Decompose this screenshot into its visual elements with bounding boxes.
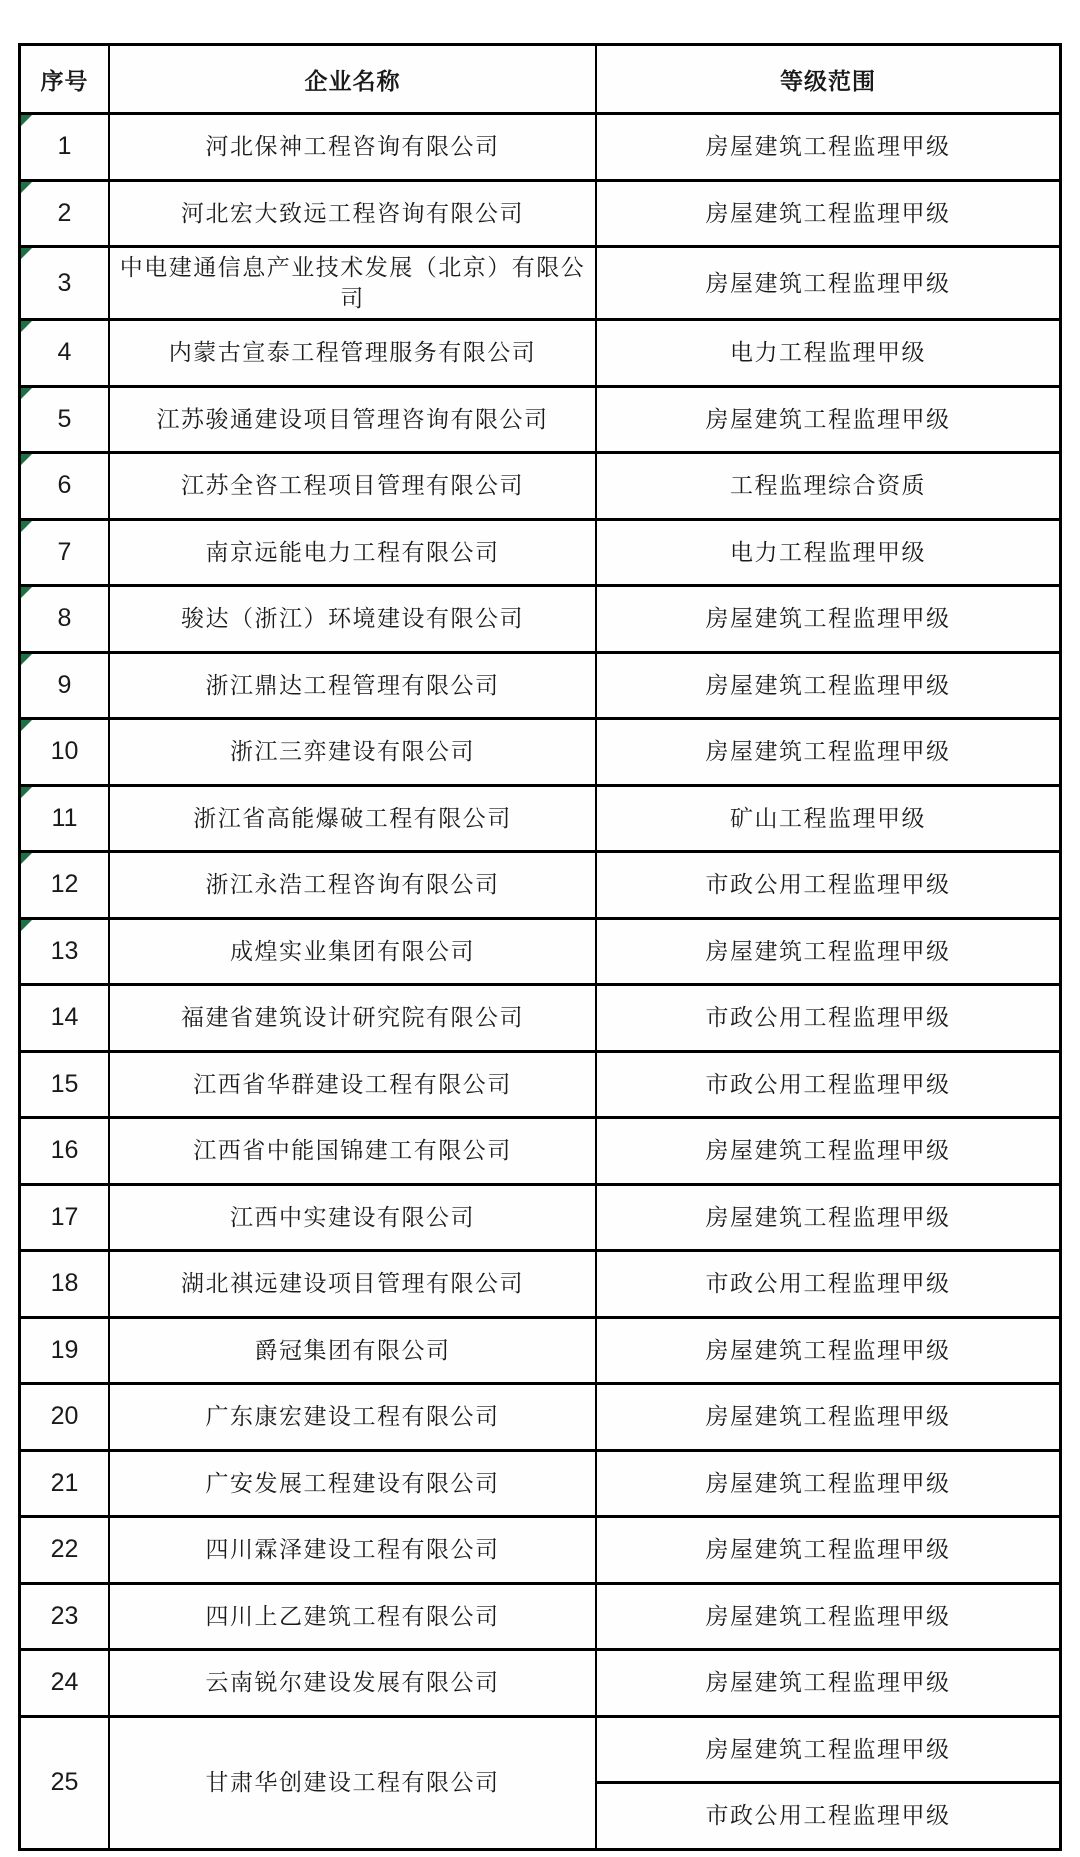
header-label-grade-range: 等级范围 (780, 67, 876, 94)
company-name: 骏达（浙江）环境建设有限公司 (181, 606, 524, 632)
row-index: 4 (57, 338, 72, 367)
company-name-cell (108, 1385, 595, 1449)
grade-range-subcell (597, 787, 1059, 851)
table-row (21, 584, 1059, 651)
row-index: 2 (57, 198, 72, 227)
row-index: 10 (50, 737, 79, 766)
index-cell (21, 454, 108, 518)
grade-range-text: 市政公用工程监理甲级 (705, 1271, 951, 1297)
company-name-cell (108, 454, 595, 518)
grade-range-subcell (597, 1781, 1059, 1848)
company-name: 浙江省高能爆破工程有限公司 (193, 805, 512, 831)
company-name-cell (108, 248, 595, 318)
header-label-company-name: 企业名称 (304, 67, 401, 94)
row-index: 11 (51, 803, 78, 832)
grade-range-subcell (597, 920, 1059, 984)
company-name-cell (108, 853, 595, 917)
company-name: 浙江三弈建设有限公司 (230, 739, 475, 765)
grade-range-subcell (597, 1119, 1059, 1183)
grade-range-subcell (597, 521, 1059, 585)
grade-range-cell (595, 321, 1059, 385)
grade-range-text: 市政公用工程监理甲级 (705, 1071, 951, 1097)
table-row (21, 1116, 1059, 1183)
company-name-cell (108, 182, 595, 246)
grade-range-text: 电力工程监理甲级 (730, 539, 926, 565)
grade-range-text: 房屋建筑工程监理甲级 (705, 1603, 951, 1629)
grade-range-cell (595, 454, 1059, 518)
grade-range-subcell (597, 115, 1059, 179)
company-name: 江西中实建设有限公司 (230, 1204, 475, 1230)
index-cell (21, 521, 108, 585)
grade-range-subcell (597, 986, 1059, 1050)
company-name: 江苏骏通建设项目管理咨询有限公司 (156, 406, 549, 432)
row-index: 12 (50, 870, 79, 899)
table-row (21, 451, 1059, 518)
grade-range-cell (595, 1186, 1059, 1250)
company-name-cell (108, 1053, 595, 1117)
row-index: 5 (57, 404, 72, 433)
grade-range-cell (595, 654, 1059, 718)
grade-range-subcell (597, 182, 1059, 246)
grade-range-text: 房屋建筑工程监理甲级 (705, 200, 951, 226)
index-cell (21, 1319, 108, 1383)
company-name-cell (108, 1452, 595, 1516)
row-index: 1 (57, 132, 72, 161)
table-row (21, 1449, 1059, 1516)
row-index: 22 (50, 1535, 79, 1564)
cell-corner-marker-icon (21, 920, 32, 931)
company-name-cell (108, 1651, 595, 1715)
cell-corner-marker-icon (21, 654, 32, 665)
grade-range-cell (595, 521, 1059, 585)
row-index: 25 (50, 1768, 79, 1797)
table-row (21, 1382, 1059, 1449)
cell-corner-marker-icon (21, 521, 32, 532)
index-cell (21, 248, 108, 318)
grade-range-subcell (597, 1319, 1059, 1383)
row-index: 13 (50, 936, 79, 965)
grade-range-subcell (597, 1651, 1059, 1715)
company-name: 成煌实业集团有限公司 (230, 938, 475, 964)
grade-range-text: 房屋建筑工程监理甲级 (705, 739, 951, 765)
grade-range-text: 房屋建筑工程监理甲级 (705, 606, 951, 632)
index-cell (21, 182, 108, 246)
company-name-cell (108, 986, 595, 1050)
cell-corner-marker-icon (21, 720, 32, 731)
grade-range-cell (595, 248, 1059, 318)
grade-range-cell (595, 920, 1059, 984)
index-cell (21, 1518, 108, 1582)
grade-range-subcell (597, 1452, 1059, 1516)
index-cell (21, 1651, 108, 1715)
table-row (21, 1515, 1059, 1582)
grade-range-subcell (597, 388, 1059, 452)
grade-range-subcell (597, 1186, 1059, 1250)
grade-range-cell (595, 1319, 1059, 1383)
grade-range-text: 房屋建筑工程监理甲级 (705, 1138, 951, 1164)
grade-range-text: 电力工程监理甲级 (730, 340, 926, 366)
grade-range-text: 房屋建筑工程监理甲级 (705, 1204, 951, 1230)
company-name: 浙江鼎达工程管理有限公司 (205, 672, 500, 698)
company-name-cell (108, 1252, 595, 1316)
table-row (21, 717, 1059, 784)
index-cell (21, 1053, 108, 1117)
grade-range-cell (595, 388, 1059, 452)
grade-range-cell (595, 1651, 1059, 1715)
table-row (21, 1183, 1059, 1250)
grade-range-subcell (597, 1585, 1059, 1649)
company-name: 甘肃华创建设工程有限公司 (205, 1770, 500, 1796)
header-label-index: 序号 (40, 67, 89, 94)
row-index: 6 (57, 471, 72, 500)
grade-range-text: 房屋建筑工程监理甲级 (705, 672, 951, 698)
index-cell (21, 920, 108, 984)
index-cell (21, 1252, 108, 1316)
table-row (21, 518, 1059, 585)
row-index: 24 (50, 1668, 79, 1697)
grade-range-cell (595, 1452, 1059, 1516)
company-name: 江西省中能国锦建工有限公司 (193, 1138, 512, 1164)
company-name: 南京远能电力工程有限公司 (205, 539, 500, 565)
company-name-cell (108, 720, 595, 784)
row-index: 8 (57, 604, 72, 633)
table-row (21, 112, 1059, 179)
grade-range-subcell (597, 1053, 1059, 1117)
grade-range-text: 房屋建筑工程监理甲级 (705, 1670, 951, 1696)
cell-corner-marker-icon (21, 853, 32, 864)
grade-range-cell (595, 1053, 1059, 1117)
company-name: 四川上乙建筑工程有限公司 (205, 1603, 500, 1629)
cell-corner-marker-icon (21, 388, 32, 399)
grade-range-cell (595, 1718, 1059, 1848)
company-name: 四川霖泽建设工程有限公司 (205, 1537, 500, 1563)
grade-range-cell (595, 115, 1059, 179)
company-name: 浙江永浩工程咨询有限公司 (205, 872, 500, 898)
table-row (21, 917, 1059, 984)
grade-range-text: 房屋建筑工程监理甲级 (705, 1337, 951, 1363)
company-name: 爵冠集团有限公司 (254, 1337, 451, 1363)
index-cell (21, 720, 108, 784)
table-row (21, 850, 1059, 917)
index-cell (21, 787, 108, 851)
grade-range-cell (595, 787, 1059, 851)
grade-range-subcell (597, 654, 1059, 718)
cell-corner-marker-icon (21, 587, 32, 598)
company-name-cell (108, 388, 595, 452)
grade-range-cell (595, 587, 1059, 651)
company-name: 内蒙古宣泰工程管理服务有限公司 (168, 340, 537, 366)
cell-corner-marker-icon (21, 787, 32, 798)
grade-range-cell (595, 182, 1059, 246)
grade-range-subcell (597, 1252, 1059, 1316)
index-cell (21, 654, 108, 718)
table-row (21, 784, 1059, 851)
grade-range-cell (595, 1119, 1059, 1183)
index-cell (21, 321, 108, 385)
company-name: 湖北祺远建设项目管理有限公司 (181, 1271, 524, 1297)
row-index: 16 (50, 1136, 79, 1165)
table-row (21, 1249, 1059, 1316)
company-name-cell (108, 654, 595, 718)
grade-range-subcell (597, 720, 1059, 784)
table-row (21, 318, 1059, 385)
index-cell (21, 986, 108, 1050)
grade-range-subcell (597, 853, 1059, 917)
grade-range-text: 房屋建筑工程监理甲级 (705, 1736, 951, 1762)
company-name-cell (108, 587, 595, 651)
grade-range-cell (595, 1518, 1059, 1582)
index-cell (21, 1119, 108, 1183)
qualification-table (18, 43, 1062, 1851)
table-row (21, 1050, 1059, 1117)
company-name-cell (108, 1119, 595, 1183)
header-cell-index (21, 46, 108, 112)
grade-range-subcell (597, 1718, 1059, 1782)
table-row (21, 983, 1059, 1050)
grade-range-cell (595, 720, 1059, 784)
grade-range-text: 房屋建筑工程监理甲级 (705, 1537, 951, 1563)
row-index: 14 (50, 1003, 79, 1032)
index-cell (21, 1452, 108, 1516)
row-index: 3 (57, 268, 72, 297)
company-name-cell (108, 521, 595, 585)
company-name-cell (108, 1718, 595, 1848)
index-cell (21, 1385, 108, 1449)
table-header-row (21, 46, 1059, 112)
company-name-cell (108, 115, 595, 179)
grade-range-cell (595, 1385, 1059, 1449)
row-index: 7 (57, 537, 72, 566)
index-cell (21, 1186, 108, 1250)
grade-range-cell (595, 986, 1059, 1050)
table-row (21, 385, 1059, 452)
table-row (21, 245, 1059, 318)
company-name-cell (108, 1319, 595, 1383)
row-index: 23 (50, 1601, 79, 1630)
cell-corner-marker-icon (21, 248, 32, 259)
index-cell (21, 853, 108, 917)
row-index: 17 (50, 1202, 79, 1231)
cell-corner-marker-icon (21, 454, 32, 465)
company-name: 中电建通信息产业技术发展（北京）有限公司 (119, 255, 586, 312)
grade-range-text: 房屋建筑工程监理甲级 (705, 406, 951, 432)
company-name-cell (108, 1518, 595, 1582)
grade-range-text: 房屋建筑工程监理甲级 (705, 938, 951, 964)
grade-range-subcell (597, 1518, 1059, 1582)
grade-range-cell (595, 1252, 1059, 1316)
table-row (21, 1648, 1059, 1715)
company-name: 云南锐尔建设发展有限公司 (205, 1670, 500, 1696)
row-index: 18 (50, 1269, 79, 1298)
header-cell-grade-range (595, 46, 1059, 112)
grade-range-subcell (597, 248, 1059, 318)
grade-range-text: 矿山工程监理甲级 (730, 805, 926, 831)
company-name-cell (108, 1186, 595, 1250)
row-index: 15 (50, 1069, 79, 1098)
grade-range-text: 市政公用工程监理甲级 (705, 872, 951, 898)
grade-range-subcell (597, 587, 1059, 651)
header-cell-company-name (108, 46, 595, 112)
index-cell (21, 1585, 108, 1649)
grade-range-text: 市政公用工程监理甲级 (705, 1005, 951, 1031)
company-name: 广安发展工程建设有限公司 (205, 1470, 500, 1496)
grade-range-text: 工程监理综合资质 (730, 473, 926, 499)
grade-range-subcell (597, 321, 1059, 385)
company-name: 河北保神工程咨询有限公司 (205, 134, 500, 160)
row-index: 9 (57, 670, 72, 699)
grade-range-text: 房屋建筑工程监理甲级 (705, 270, 951, 296)
grade-range-cell (595, 853, 1059, 917)
grade-range-text: 房屋建筑工程监理甲级 (705, 1470, 951, 1496)
table-row (21, 651, 1059, 718)
index-cell (21, 1718, 108, 1848)
grade-range-text: 房屋建筑工程监理甲级 (705, 134, 951, 160)
index-cell (21, 388, 108, 452)
index-cell (21, 115, 108, 179)
table-row (21, 1582, 1059, 1649)
company-name: 广东康宏建设工程有限公司 (205, 1404, 500, 1430)
cell-corner-marker-icon (21, 321, 32, 332)
row-index: 21 (50, 1468, 79, 1497)
index-cell (21, 587, 108, 651)
company-name: 江西省华群建设工程有限公司 (193, 1071, 512, 1097)
company-name-cell (108, 321, 595, 385)
grade-range-text: 房屋建筑工程监理甲级 (705, 1404, 951, 1430)
row-index: 19 (50, 1335, 79, 1364)
company-name: 福建省建筑设计研究院有限公司 (181, 1005, 524, 1031)
company-name-cell (108, 920, 595, 984)
table-row (21, 1316, 1059, 1383)
grade-range-subcell (597, 1385, 1059, 1449)
grade-range-cell (595, 1585, 1059, 1649)
cell-corner-marker-icon (21, 115, 32, 126)
company-name-cell (108, 787, 595, 851)
grade-range-subcell (597, 454, 1059, 518)
table-row (21, 179, 1059, 246)
company-name: 江苏全咨工程项目管理有限公司 (181, 473, 524, 499)
table-row (21, 1715, 1059, 1848)
row-index: 20 (50, 1402, 79, 1431)
company-name-cell (108, 1585, 595, 1649)
cell-corner-marker-icon (21, 182, 32, 193)
company-name: 河北宏大致远工程咨询有限公司 (181, 200, 524, 226)
grade-range-text: 市政公用工程监理甲级 (705, 1803, 951, 1829)
